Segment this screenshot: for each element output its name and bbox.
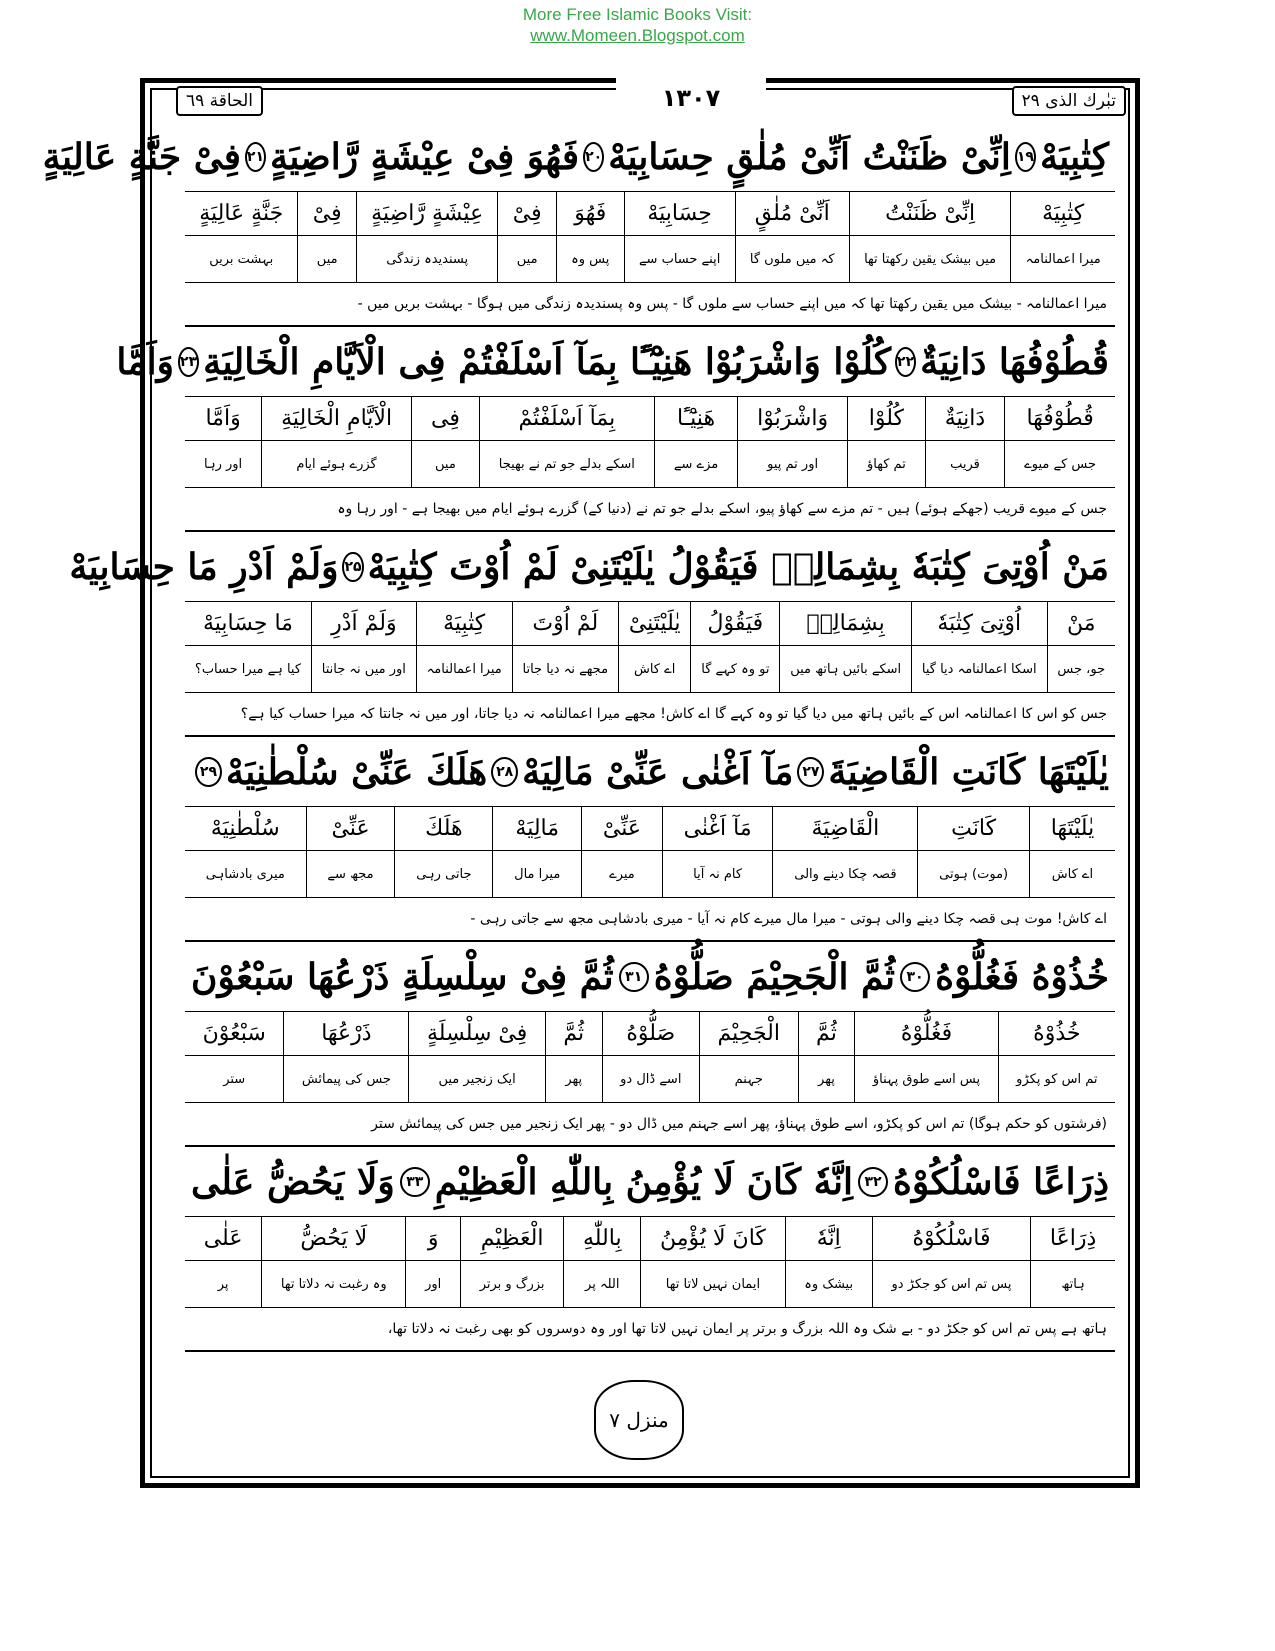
word-column [185,807,306,897]
urdu-meaning-cell: اور تم پیو [767,456,819,472]
verse-segment: اِنَّهٗ كَانَ لَا يُؤْمِنُ بِاللّٰهِ الْعَظِيْمِ [434,1160,853,1203]
arabic-word-cell: الْقَاضِيَةَ [773,807,917,851]
word-column [998,1012,1115,1102]
arabic-word-cell: وَاشْرَبُوْا [738,397,847,441]
ayah-number-marker: ۳۳ [400,1167,430,1197]
arabic-word-cell: اِنِّىْ ظَنَنْتُ [850,192,1011,236]
urdu-meaning-cell: مزے سے [673,456,719,472]
word-column [479,397,654,487]
word-column [798,1012,855,1102]
urdu-meaning-cell: میرا اعمالنامہ [1025,251,1101,267]
word-column [581,807,662,897]
arabic-verse-line [185,737,1115,807]
arabic-word-cell: عِيْشَةٍ رَّاضِيَةٍ [357,192,498,236]
verse-segment: ثُمَّ فِىْ سِلْسِلَةٍ ذَرْعُهَا سَبْعُوْنَ [191,955,614,998]
arabic-word-cell: ذَرْعُهَا [284,1012,408,1056]
word-column [185,602,311,692]
word-by-word-grid [185,1012,1115,1103]
urdu-meaning-cell: قریب [950,456,980,472]
verse-segment: ثُمَّ الْجَحِيْمَ صَلُّوْهُ [653,955,896,998]
manzil-marker: منزل ۷ [594,1380,684,1460]
word-column [416,602,512,692]
arabic-word-cell: سُلْطٰنِيَهْ [185,807,306,851]
verse-segment: وَلَا يَحُضُّ عَلٰى [191,1160,395,1203]
word-column [185,192,298,282]
word-by-word-grid [185,807,1115,898]
word-column [261,1217,405,1307]
word-by-word-grid [185,602,1115,693]
verse-segment: مَنْ اُوْتِىَ كِتٰبَهٗ بِشِمَالِهٖ فَيَقُوْلُ يٰلَيْتَنِىْ لَمْ اُوْتَ كِتٰبِيَهْ [367,545,1109,588]
arabic-word-cell: فِىْ سِلْسِلَةٍ [409,1012,544,1056]
urdu-meaning-cell: اپنے حساب سے [638,251,721,267]
word-column [492,807,581,897]
arabic-word-cell: فَاسْلُكُوْهُ [873,1217,1030,1261]
urdu-meaning-cell: میں [435,456,456,472]
verse-block [69,532,1115,737]
verse-segment: فَهُوَ فِىْ عِيْشَةٍ رَّاضِيَةٍ [270,135,580,178]
arabic-word-cell: بِشِمَالِهٖ [780,602,911,646]
urdu-meaning-cell: تم کھاؤ [867,456,906,472]
verse-segment: يٰلَيْتَهَا كَانَتِ الْقَاضِيَةَ [828,750,1109,793]
urdu-meaning-cell: تو وہ کہے گا [701,661,770,677]
arabic-word-cell: خُذُوْهُ [999,1012,1115,1056]
arabic-word-cell: فِىْ [498,192,555,236]
urdu-meaning-cell: بیشک وہ [804,1276,854,1292]
ayah-number-marker: ۳۰ [900,962,930,992]
urdu-meaning-cell: اور رہا [204,456,243,472]
arabic-word-cell: الْعَظِيْمِ [461,1217,563,1261]
word-column [185,1012,283,1102]
word-column [563,1217,640,1307]
word-column [306,807,395,897]
arabic-verse-line [116,327,1115,397]
notice-url-link[interactable]: www.Momeen.Blogspot.com [530,26,745,45]
arabic-word-cell: فِى [412,397,479,441]
urdu-meaning-cell: گزرے ہوئے ایام [296,456,377,472]
arabic-word-cell: كُلُوْا [848,397,925,441]
arabic-word-cell: الْجَحِيْمَ [700,1012,798,1056]
arabic-word-cell: ثُمَّ [546,1012,602,1056]
urdu-meaning-cell: ایمان نہیں لاتا تھا [665,1276,761,1292]
ayah-number-marker: ۲۲ [895,347,916,377]
ayah-number-marker: ۲۷ [797,757,824,787]
verse-segment: فِىْ جَنَّةٍ عَالِيَةٍ [42,135,241,178]
urdu-translation-line: (فرشتوں کو حکم ہوگا) تم اس کو پکڑو، اسے طوق پہناؤ، پھر اسے جہنم میں ڈال دو - پھر ایک زنجیر میں جس کی پیمائش ستر [185,1103,1115,1147]
arabic-word-cell: وَاَمَّا [185,397,261,441]
arabic-word-cell: مَنْ [1048,602,1115,646]
urdu-meaning-cell: میرے [609,866,635,882]
arabic-word-cell: مَآ اَغْنٰى [663,807,773,851]
arabic-word-cell: كِتٰبِيَهْ [1011,192,1115,236]
word-column [624,192,735,282]
word-column [408,1012,544,1102]
word-column [654,397,737,487]
verse-segment: كِتٰبِيَهْ [1039,135,1109,178]
urdu-meaning-cell: میرا اعمالنامہ [426,661,502,677]
arabic-word-cell: ذِرَاعًا [1031,1217,1115,1261]
urdu-meaning-cell: اسے ڈال دو [620,1071,682,1087]
word-column [185,397,261,487]
urdu-meaning-cell: میں [516,251,538,267]
verse-block [185,1147,1115,1352]
ayah-number-marker: ۲۰ [583,142,604,172]
verse-segment: خُذُوْهُ فَغُلُّوْهُ [935,955,1109,998]
word-column [512,602,618,692]
arabic-word-cell: يٰلَيْتَهَا [1030,807,1115,851]
word-column [618,602,690,692]
arabic-verse-line [185,942,1115,1012]
urdu-translation-line: میرا اعمالنامہ - بیشک میں یقین رکھتا تھا کہ میں اپنے حساب سے ملوں گا - پس وہ پسندیدہ زندگی میں ہوگا - بہشت بریں میں - [185,283,1115,327]
arabic-word-cell: كِتٰبِيَهْ [417,602,512,646]
arabic-word-cell: قُطُوْفُهَا [1005,397,1115,441]
urdu-meaning-cell: بہشت بریں [209,251,274,267]
verse-segment: ذِرَاعًا فَاسْلُكُوْهُ [893,1160,1109,1203]
verse-segment: اِنِّىْ ظَنَنْتُ اَنِّىْ مُلٰقٍ حِسَابِيَهْ [608,135,1011,178]
urdu-meaning-cell: اور میں نہ جانتا [321,661,406,677]
ayah-number-marker: ۲۵ [342,552,363,582]
urdu-meaning-cell: اور [425,1276,442,1292]
word-column [411,397,479,487]
word-column [1030,1217,1115,1307]
urdu-meaning-cell: پس تم اس کو جکڑ دو [891,1276,1012,1292]
word-column [854,1012,997,1102]
word-column [640,1217,784,1307]
word-column [785,1217,872,1307]
verse-block [42,122,1115,327]
word-column [545,1012,602,1102]
word-column [772,807,917,897]
quran-content [42,122,1115,1372]
site-notice [0,4,1275,46]
arabic-word-cell: اِنَّهٗ [786,1217,872,1261]
urdu-translation-line: جس کو اس کا اعمالنامہ اس کے بائیں ہاتھ میں دیا گیا تو وہ کہے گا اے کاش! مجھے میرا اعمالنامہ نہ دیا جاتا، اور میں نہ جانتا کہ میرا حساب کیا ہے؟ [185,693,1115,737]
arabic-word-cell: بِاللّٰهِ [564,1217,640,1261]
urdu-meaning-cell: پسندیدہ زندگی [386,251,469,267]
urdu-meaning-cell: بزرگ و برتر [479,1276,545,1292]
verse-segment: مَآ اَغْنٰى عَنِّىْ مَالِيَهْ [522,750,794,793]
arabic-word-cell: جَنَّةٍ عَالِيَةٍ [185,192,298,236]
ayah-number-marker: ۳۲ [858,1167,888,1197]
urdu-meaning-cell: جس کی پیمائش [301,1071,391,1087]
ayah-number-marker: ۳۱ [619,962,649,992]
urdu-meaning-cell: اے کاش [1051,866,1094,882]
arabic-word-cell: اُوْتِىَ كِتٰبَهٗ [912,602,1047,646]
urdu-meaning-cell: ستر [223,1071,246,1087]
ayah-number-marker: ۱۹ [1015,142,1036,172]
urdu-meaning-cell: وہ رغبت نہ دلاتا تھا [280,1276,387,1292]
word-by-word-grid [185,192,1115,283]
arabic-word-cell: دَانِيَةٌ [926,397,1004,441]
word-column [911,602,1047,692]
verse-segment: قُطُوْفُهَا دَانِيَةٌ [920,340,1109,383]
urdu-meaning-cell: میں [316,251,338,267]
word-column [847,397,925,487]
word-column [1010,192,1115,282]
verse-segment: كُلُوْا وَاشْرَبُوْا هَنِيْٓـًٔا بِمَآ اَسْلَفْتُمْ فِى الْاَيَّامِ الْخَالِيَةِ [203,340,892,383]
arabic-word-cell: لَمْ اُوْتَ [513,602,618,646]
arabic-word-cell: عَنِّىْ [582,807,662,851]
urdu-meaning-cell: جس کے میوے [1024,456,1097,472]
ayah-number-marker: ۲۱ [245,142,266,172]
page-header [176,82,1126,120]
urdu-meaning-cell: پر [217,1276,229,1292]
arabic-word-cell: لَا يَحُضُّ [262,1217,405,1261]
arabic-word-cell: فَهُوَ [557,192,624,236]
arabic-word-cell: كَانَ لَا يُؤْمِنُ [641,1217,784,1261]
verse-block [116,327,1115,532]
word-column [460,1217,563,1307]
word-column [602,1012,699,1102]
arabic-word-cell: بِمَآ اَسْلَفْتُمْ [480,397,654,441]
word-column [497,192,555,282]
word-column [917,807,1029,897]
urdu-meaning-cell: (موت) ہوتی [939,866,1009,882]
ayah-number-marker: ۲۹ [195,757,222,787]
arabic-word-cell: عَلٰى [185,1217,261,1261]
word-column [556,192,624,282]
word-column [1004,397,1115,487]
verse-segment: هَلَكَ عَنِّىْ سُلْطٰنِيَهْ [225,750,488,793]
urdu-meaning-cell: کیا ہے میرا حساب؟ [194,661,302,677]
arabic-word-cell: فَيَقُوْلُ [691,602,779,646]
urdu-meaning-cell: پھر [565,1071,583,1087]
verse-block [185,737,1115,942]
urdu-meaning-cell: اسکے بائیں ہاتھ میں [790,661,902,677]
notice-line-1: More Free Islamic Books Visit: [522,5,753,24]
urdu-meaning-cell: اے کاش [633,661,676,677]
urdu-meaning-cell: ہاتھ [1061,1276,1085,1292]
word-column [1047,602,1115,692]
verse-segment: وَاَمَّا [116,340,175,383]
word-column [849,192,1011,282]
word-column [405,1217,460,1307]
arabic-verse-line [69,532,1115,602]
urdu-meaning-cell: مجھے نہ دیا جاتا [522,661,609,677]
arabic-word-cell: مَا حِسَابِيَهْ [185,602,311,646]
verse-segment: وَلَمْ اَدْرِ مَا حِسَابِيَهْ [69,545,339,588]
arabic-verse-line [42,122,1115,192]
word-column [261,397,411,487]
word-column [356,192,498,282]
urdu-meaning-cell: مجھ سے [327,866,374,882]
arabic-word-cell: هَنِيْٓـًٔا [655,397,737,441]
ayah-number-marker: ۲۸ [491,757,518,787]
word-column [394,807,492,897]
urdu-meaning-cell: تم اس کو پکڑو [1016,1071,1098,1087]
word-column [185,1217,261,1307]
word-by-word-grid [185,1217,1115,1308]
urdu-meaning-cell: پس اسے طوق پہناؤ [872,1071,981,1087]
word-column [735,192,849,282]
urdu-meaning-cell: میری بادشاہی [205,866,285,882]
urdu-meaning-cell: قصہ چکا دینے والی [794,866,897,882]
urdu-meaning-cell: جہنم [734,1071,763,1087]
urdu-meaning-cell: جاتی رہی [416,866,472,882]
arabic-word-cell: وَلَمْ اَدْرِ [312,602,416,646]
arabic-word-cell: كَانَتِ [918,807,1029,851]
urdu-meaning-cell: میرا مال [514,866,561,882]
arabic-word-cell: فَغُلُّوْهُ [855,1012,997,1056]
word-column [283,1012,408,1102]
word-column [1029,807,1115,897]
word-column [737,397,847,487]
arabic-word-cell: مَالِيَهْ [493,807,581,851]
urdu-translation-line: اے کاش! موت ہی قصہ چکا دینے والی ہوتی - میرا مال میرے کام نہ آیا - میری بادشاہی مجھ سے جاتی رہی - [185,898,1115,942]
urdu-meaning-cell: کام نہ آیا [693,866,743,882]
word-by-word-grid [185,397,1115,488]
arabic-word-cell: صَلُّوْهُ [603,1012,699,1056]
urdu-meaning-cell: اللہ پر [585,1276,620,1292]
verse-block [185,942,1115,1147]
arabic-word-cell: هَلَكَ [395,807,492,851]
arabic-word-cell: يٰلَيْتَنِىْ [619,602,690,646]
urdu-meaning-cell: اسکا اعمالنامہ دیا گیا [921,661,1037,677]
word-column [699,1012,798,1102]
arabic-word-cell: الْاَيَّامِ الْخَالِيَةِ [262,397,411,441]
word-column [311,602,416,692]
urdu-meaning-cell: اسکے بدلے جو تم نے بھیجا [498,456,635,472]
urdu-translation-line: جس کے میوے قریب (جھکے ہوئے) ہیں - تم مزے سے کھاؤ پیو، اسکے بدلے جو تم نے (دنیا کے) گزرے ہوئے ایام میں بھیجا ہے - اور رہا وہ [185,488,1115,532]
ayah-number-marker: ۲۳ [178,347,199,377]
word-column [297,192,355,282]
urdu-meaning-cell: جو، جس [1057,661,1106,677]
urdu-meaning-cell: پس وہ [571,251,610,267]
arabic-word-cell: ثُمَّ [799,1012,855,1056]
urdu-meaning-cell: پھر [818,1071,835,1087]
arabic-verse-line [185,1147,1115,1217]
word-column [690,602,779,692]
urdu-meaning-cell: کہ میں ملوں گا [749,251,835,267]
surah-label: الحاقة ٦٩ [176,86,263,116]
urdu-translation-line: ہاتھ ہے پس تم اس کو جکڑ دو - بے شک وہ اللہ بزرگ و برتر پر ایمان نہیں لاتا تھا اور وہ دوسروں کو بھی رغبت نہ دلاتا تھا، [185,1308,1115,1352]
arabic-word-cell: وَ [406,1217,460,1261]
word-column [662,807,773,897]
arabic-word-cell: حِسَابِيَهْ [625,192,735,236]
arabic-word-cell: فِىْ [298,192,355,236]
urdu-meaning-cell: میں بیشک یقین رکھتا تھا [864,251,997,267]
page-number: ۱۳۰۷ [616,76,766,120]
urdu-meaning-cell: ایک زنجیر میں [438,1071,516,1087]
word-column [925,397,1004,487]
juz-label: تبٰرك الذى ۲۹ [1012,86,1126,116]
arabic-word-cell: عَنِّىْ [307,807,395,851]
arabic-word-cell: سَبْعُوْنَ [185,1012,283,1056]
arabic-word-cell: اَنِّىْ مُلٰقٍ [736,192,849,236]
word-column [779,602,911,692]
word-column [872,1217,1030,1307]
